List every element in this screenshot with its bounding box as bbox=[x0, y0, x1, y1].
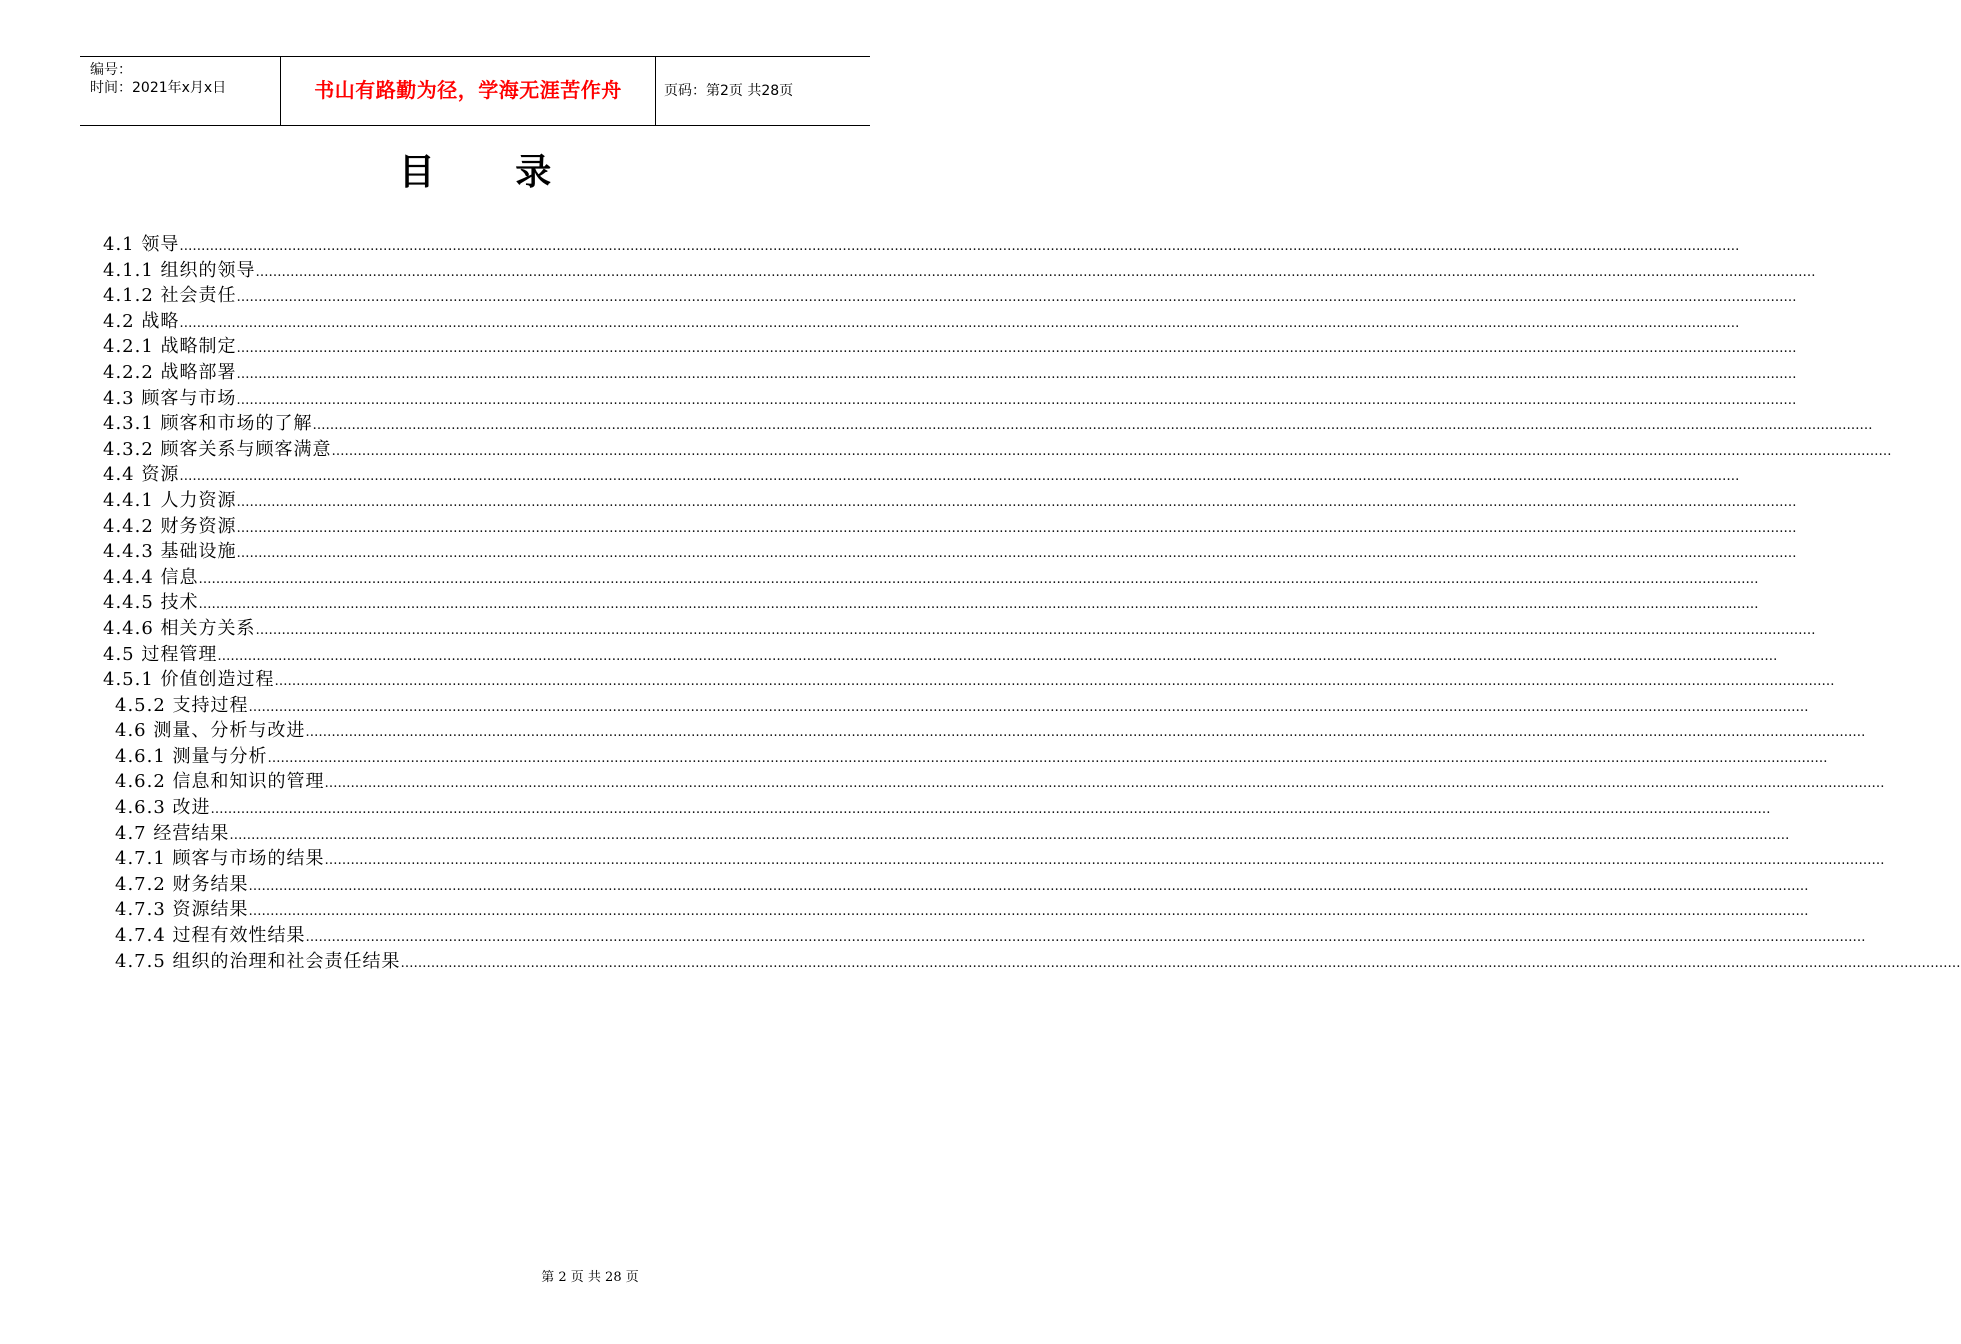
toc-leader-dots: ……………………………………………………………………………………………………………………………………………………………………………………………………………………………………………………………………………………………………………………………… bbox=[236, 366, 1797, 382]
date-label: 时间：2021年x月x日 bbox=[90, 80, 227, 96]
toc-entry-label: 4.4.3 基础设施 bbox=[103, 541, 237, 563]
toc-entry-label: 4.5 过程管理 bbox=[103, 643, 218, 665]
toc-entry-label: 4.6.1 测量与分析 bbox=[115, 745, 268, 767]
toc-entry-label: 4.7.5 组织的治理和社会责任结果 bbox=[115, 950, 401, 972]
toc-entry-label: 4.2.1 战略制定 bbox=[103, 336, 237, 358]
toc-entry[interactable] bbox=[103, 642, 1778, 668]
toc-entry[interactable] bbox=[115, 718, 1866, 744]
toc-entry-label: 4.5.2 支持过程 bbox=[115, 694, 249, 716]
toc-leader-dots: ……………………………………………………………………………………………………………………………………………………………………………………………………………………………………………………………………………………………………………………………… bbox=[179, 239, 1740, 254]
toc-leader-dots: ……………………………………………………………………………………………………………………………………………………………………………………………………………………………………………………………………………………………………………………………… bbox=[305, 725, 1866, 741]
toc-title: 目 录 bbox=[398, 151, 586, 193]
toc-entry[interactable] bbox=[103, 258, 1816, 284]
toc-leader-dots: ……………………………………………………………………………………………………………………………………………………………………………………………………………………………………………………………………………………………………………………………… bbox=[198, 571, 1759, 587]
toc-entry-label: 4.6 测量、分析与改进 bbox=[115, 720, 306, 742]
toc-entry-label: 4.3.2 顾客关系与顾客满意 bbox=[103, 438, 332, 460]
toc-leader-dots: ……………………………………………………………………………………………………………………………………………………………………………………………………………………………………………………………………………………………………………………………… bbox=[217, 648, 1778, 664]
toc-entry[interactable] bbox=[115, 872, 1809, 898]
toc-entry[interactable] bbox=[103, 514, 1797, 540]
toc-entry[interactable] bbox=[103, 309, 1740, 335]
toc-leader-dots: ……………………………………………………………………………………………………………………………………………………………………………………………………………………………………………………………………………………………………………………………… bbox=[248, 904, 1809, 920]
toc-entry-label: 4.4.2 财务资源 bbox=[103, 515, 237, 537]
toc-leader-dots: ……………………………………………………………………………………………………………………………………………………………………………………………………………………………………………………………………………………………………………………………… bbox=[179, 315, 1740, 331]
toc-entry[interactable] bbox=[115, 846, 1885, 872]
toc-entry[interactable] bbox=[115, 744, 1828, 770]
toc-leader-dots: ……………………………………………………………………………………………………………………………………………………………………………………………………………………………………………………………………………………………………………………………… bbox=[267, 750, 1828, 766]
toc-entry-label: 4.3.1 顾客和市场的了解 bbox=[103, 413, 313, 435]
toc-entry[interactable] bbox=[103, 334, 1797, 360]
toc-entry-label: 4.5.1 价值创造过程 bbox=[103, 669, 275, 691]
toc-entry-label: 4.7.2 财务结果 bbox=[115, 873, 249, 895]
toc-entry-label: 4.6.3 改进 bbox=[115, 797, 211, 819]
motto-text: 书山有路勤为径，学海无涯苦作舟 bbox=[314, 78, 622, 102]
toc-entry[interactable] bbox=[103, 667, 1835, 693]
toc-leader-dots: ……………………………………………………………………………………………………………………………………………………………………………………………………………………………………………………………………………………………………………………………… bbox=[248, 878, 1809, 894]
toc-entry-label: 4.7.1 顾客与市场的结果 bbox=[115, 848, 325, 870]
toc-leader-dots: ……………………………………………………………………………………………………………………………………………………………………………………………………………………………………………………………………………………………………………………………… bbox=[229, 827, 1790, 843]
toc-leader-dots: ……………………………………………………………………………………………………………………………………………………………………………………………………………………………………………………………………………………………………………………………… bbox=[305, 930, 1866, 946]
toc-entry-label: 4.4.1 人力资源 bbox=[103, 489, 237, 511]
toc-entry[interactable] bbox=[115, 897, 1809, 923]
toc-entry-label: 4.7 经营结果 bbox=[115, 822, 230, 844]
toc-entry[interactable] bbox=[103, 411, 1873, 437]
toc-entry[interactable] bbox=[115, 769, 1885, 795]
table-of-contents bbox=[0, 232, 1961, 974]
toc-entry-label: 4.2.2 战略部署 bbox=[103, 361, 237, 383]
toc-entry[interactable] bbox=[115, 795, 1771, 821]
toc-entry[interactable] bbox=[103, 283, 1797, 309]
page-footer: 第 2 页 共 28 页 bbox=[541, 1270, 639, 1285]
toc-leader-dots: ……………………………………………………………………………………………………………………………………………………………………………………………………………………………………………………………………………………………………………………………… bbox=[274, 674, 1835, 690]
document-header bbox=[80, 56, 870, 126]
toc-entry[interactable] bbox=[103, 488, 1797, 514]
toc-leader-dots: ……………………………………………………………………………………………………………………………………………………………………………………………………………………………………………………………………………………………………………………………… bbox=[255, 622, 1816, 638]
toc-entry-label: 4.6.2 信息和知识的管理 bbox=[115, 771, 325, 793]
toc-entry[interactable] bbox=[115, 923, 1866, 949]
toc-leader-dots: ……………………………………………………………………………………………………………………………………………………………………………………………………………………………………………………………………………………………………………………………… bbox=[400, 955, 1961, 971]
toc-leader-dots: ……………………………………………………………………………………………………………………………………………………………………………………………………………………………………………………………………………………………………………………………… bbox=[236, 290, 1797, 306]
serial-number-label: 编号： bbox=[90, 62, 132, 78]
toc-entry-label: 4.4.4 信息 bbox=[103, 566, 199, 588]
toc-entry[interactable] bbox=[103, 565, 1759, 591]
toc-leader-dots: ……………………………………………………………………………………………………………………………………………………………………………………………………………………………………………………………………………………………………………………………… bbox=[324, 776, 1885, 792]
toc-leader-dots: ……………………………………………………………………………………………………………………………………………………………………………………………………………………………………………………………………………………………………………………………… bbox=[248, 699, 1809, 715]
toc-entry[interactable] bbox=[115, 693, 1809, 719]
toc-entry-label: 4.7.4 过程有效性结果 bbox=[115, 925, 306, 947]
toc-leader-dots: ……………………………………………………………………………………………………………………………………………………………………………………………………………………………………………………………………………………………………………………………… bbox=[236, 392, 1797, 408]
header-page-cell bbox=[656, 57, 870, 125]
header-meta-cell bbox=[80, 57, 280, 125]
toc-entry[interactable] bbox=[103, 539, 1797, 565]
toc-entry[interactable] bbox=[103, 437, 1892, 463]
toc-entry-label: 4.7.3 资源结果 bbox=[115, 899, 249, 921]
toc-leader-dots: ……………………………………………………………………………………………………………………………………………………………………………………………………………………………………………………………………………………………………………………………… bbox=[324, 853, 1885, 869]
toc-entry-label: 4.4 资源 bbox=[103, 464, 180, 486]
toc-entry-label: 4.4.5 技术 bbox=[103, 592, 199, 614]
toc-leader-dots: ……………………………………………………………………………………………………………………………………………………………………………………………………………………………………………………………………………………………………………………………… bbox=[236, 546, 1797, 562]
toc-entry-label: 4.2 战略 bbox=[103, 310, 180, 332]
page-number-info: 页码：第2页 共28页 bbox=[664, 83, 794, 99]
toc-entry-label: 4.3 顾客与市场 bbox=[103, 387, 237, 409]
toc-entry[interactable] bbox=[115, 949, 1961, 975]
toc-entry-label: 4.1.1 组织的领导 bbox=[103, 259, 256, 281]
header-motto-cell bbox=[280, 57, 656, 125]
toc-entry[interactable] bbox=[103, 232, 1740, 258]
toc-entry[interactable] bbox=[103, 462, 1740, 488]
toc-entry-label: 4.1 领导 bbox=[103, 234, 180, 255]
toc-entry-label: 4.1.2 社会责任 bbox=[103, 285, 237, 307]
toc-leader-dots: ……………………………………………………………………………………………………………………………………………………………………………………………………………………………………………………………………………………………………………………………… bbox=[236, 520, 1797, 536]
toc-leader-dots: ……………………………………………………………………………………………………………………………………………………………………………………………………………………………………………………………………………………………………………………………… bbox=[255, 264, 1816, 280]
toc-leader-dots: ……………………………………………………………………………………………………………………………………………………………………………………………………………………………………………………………………………………………………………………………… bbox=[210, 802, 1771, 818]
toc-leader-dots: ……………………………………………………………………………………………………………………………………………………………………………………………………………………………………………………………………………………………………………………………… bbox=[236, 341, 1797, 357]
toc-leader-dots: ……………………………………………………………………………………………………………………………………………………………………………………………………………………………………………………………………………………………………………………………… bbox=[331, 443, 1892, 459]
toc-entry[interactable] bbox=[115, 821, 1790, 847]
toc-entry[interactable] bbox=[103, 386, 1797, 412]
toc-entry[interactable] bbox=[103, 360, 1797, 386]
toc-entry[interactable] bbox=[103, 590, 1759, 616]
toc-leader-dots: ……………………………………………………………………………………………………………………………………………………………………………………………………………………………………………………………………………………………………………………………… bbox=[236, 494, 1797, 510]
toc-entry-label: 4.4.6 相关方关系 bbox=[103, 617, 256, 639]
toc-leader-dots: ……………………………………………………………………………………………………………………………………………………………………………………………………………………………………………………………………………………………………………………………… bbox=[198, 597, 1759, 613]
toc-leader-dots: ……………………………………………………………………………………………………………………………………………………………………………………………………………………………………………………………………………………………………………………………… bbox=[312, 418, 1873, 434]
toc-entry[interactable] bbox=[103, 616, 1816, 642]
toc-leader-dots: ……………………………………………………………………………………………………………………………………………………………………………………………………………………………………………………………………………………………………………………………… bbox=[179, 469, 1740, 485]
